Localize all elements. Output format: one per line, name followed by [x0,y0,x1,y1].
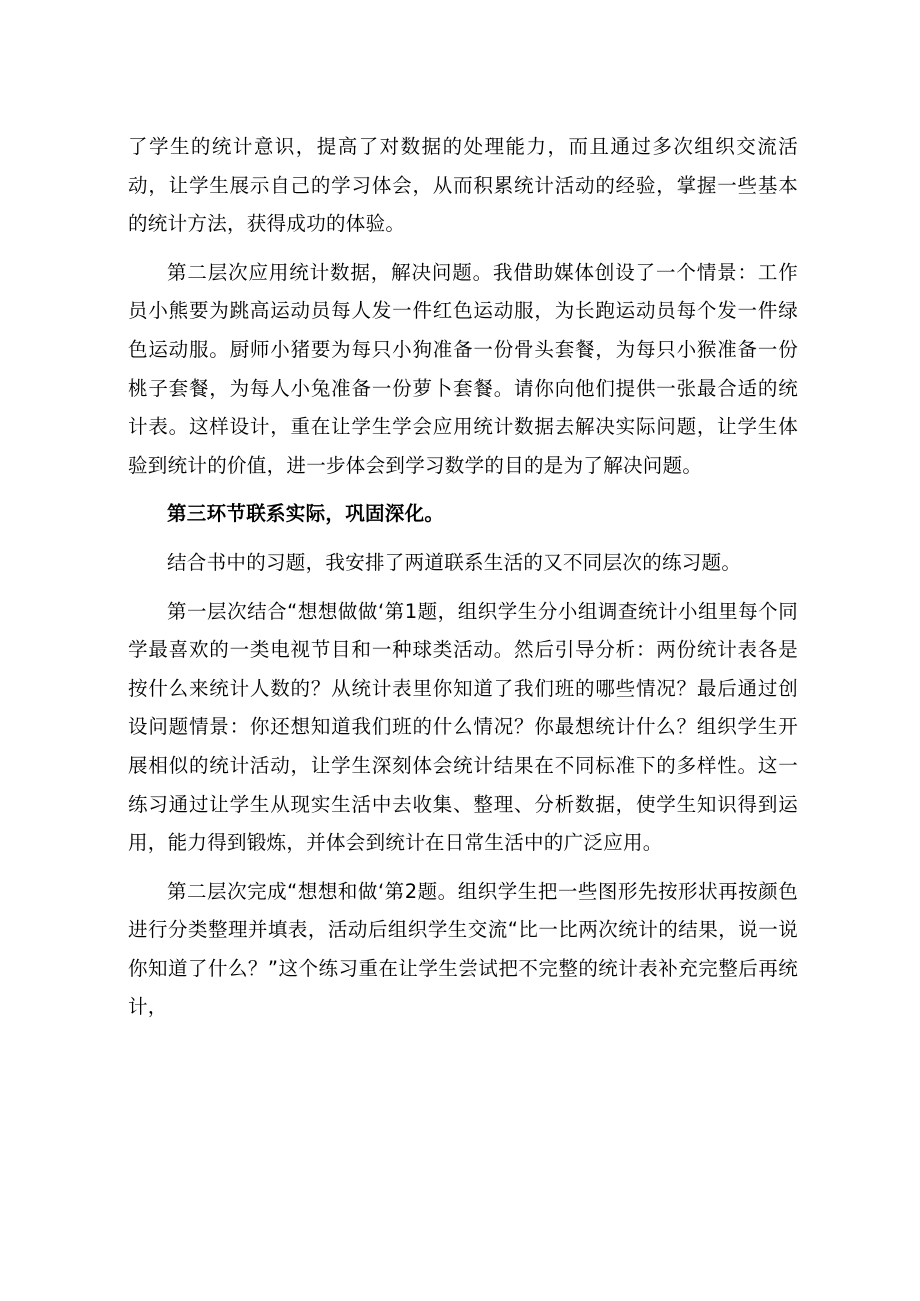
paragraph-second-level: 第二层次应用统计数据，解决问题。我借助媒体创设了一个情景：工作员小熊要为跳高运动员每人发一件红色运动服，为长跑运动员每个发一件绿色运动服。厨师小猪要为每只小狗准备一份骨头套餐，为每只小猴准备一份桃子套餐，为每人小兔准备一份萝卜套餐。请你向他们提供一张最合适的统计表。这样设计，重在让学生学会应用统计数据去解决实际问题，让学生体验到统计的价值，进一步体会到学习数学的目的是为了解决问题。 [128,260,798,477]
section-heading: 第三环节联系实际，巩固深化。 [167,502,445,526]
paragraph-second-exercise: 第二层次完成“想想和做‘第2题。组织学生把一些图形先按形状再按颜色进行分类整理并填表，活动后组织学生交流“比一比两次统计的结果，说一说你知道了什么？”这个练习重在让学生尝试把不完整的统计表补充完整后再统计， [128,879,798,1019]
paragraph-exercise-intro: 结合书中的习题，我安排了两道联系生活的又不同层次的练习题。 [167,550,742,574]
document-page [128,128,798,1027]
paragraph-first-exercise: 第一层次结合“想想做做‘第1题，组织学生分小组调查统计小组里每个同学最喜欢的一类电视节目和一种球类活动。然后引导分析：两份统计表各是按什么来统计人数的？从统计表里你知道了我们班的哪些情况？最后通过创设问题情景：你还想知道我们班的什么情况？你最想统计什么？组织学生开展相似的统计活动，让学生深刻体会统计结果在不同标准下的多样性。这一练习通过让学生从现实生活中去收集、整理、分析数据，使学生知识得到运用，能力得到锻炼，并体会到统计在日常生活中的广泛应用。 [128,599,798,855]
paragraph-continuation: 了学生的统计意识，提高了对数据的处理能力，而且通过多次组织交流活动，让学生展示自己的学习体会，从而积累统计活动的经验，掌握一些基本的统计方法，获得成功的体验。 [128,135,798,236]
